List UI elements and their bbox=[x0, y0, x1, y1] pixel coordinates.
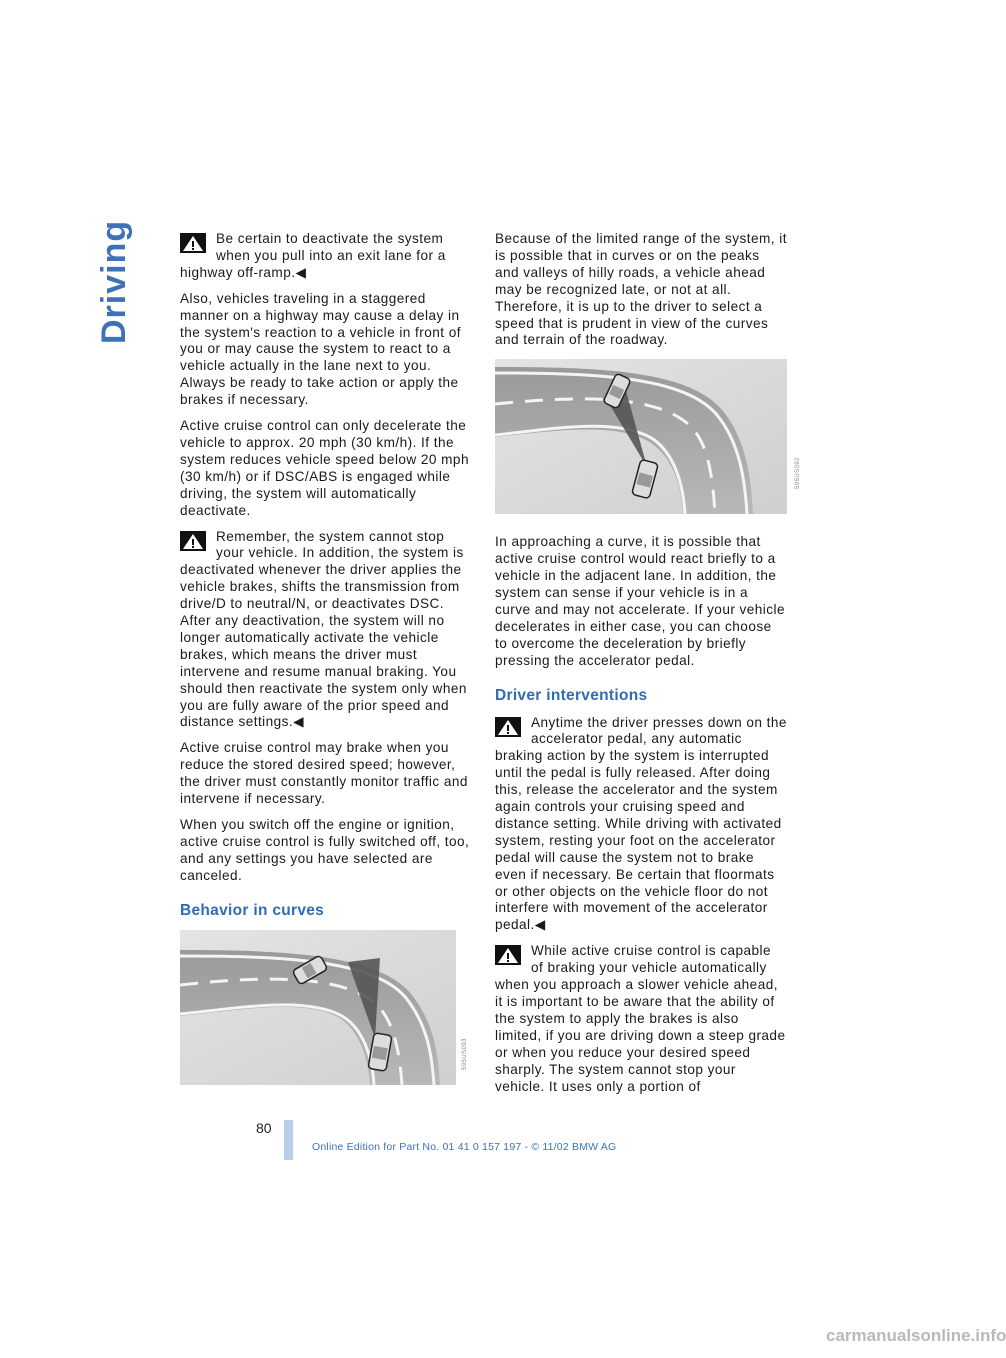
warning-triangle-icon bbox=[180, 233, 206, 253]
curve-illustration-left bbox=[180, 930, 472, 1085]
left-column bbox=[180, 231, 472, 1099]
watermark: carmanualsonline.info bbox=[826, 1326, 1006, 1345]
warning-paragraph: Be certain to deactivate the system when you pull into an exit lane for a highway off-ramp.◀ bbox=[180, 231, 446, 280]
figure-code: 595US092 bbox=[795, 457, 801, 490]
body-paragraph: Because of the limited range of the system, it is possible that in curves or on the peaks and valleys of hilly roads, a vehicle ahead may be recognized late, or not at all. Therefore, it is up to the driver to select a speed that is prudent in view of the curves and terrain of the roadway. bbox=[495, 231, 787, 348]
warning-triangle-icon bbox=[180, 531, 206, 551]
curve-illustration-right bbox=[495, 359, 801, 514]
warning-triangle-icon bbox=[495, 717, 521, 737]
section-side-title: Driving bbox=[95, 219, 133, 344]
section-heading: Behavior in curves bbox=[180, 901, 325, 919]
footer-accent-bar bbox=[284, 1120, 293, 1160]
figure-code: 595US093 bbox=[462, 1037, 468, 1070]
warning-triangle-icon bbox=[495, 945, 521, 965]
warning-paragraph: Remember, the system cannot stop your vehicle. In addition, the system is deactivated whenever the driver applies the vehicle brakes, shifts the transmission from drive/D to neutral/N, or deactivates DSC. After any deactivation, the system will no longer automatically activate the vehicle brakes, which means the driver must intervene and resume manual braking. You should then reactivate the system only when you are fully aware of the prior speed and distance settings.◀ bbox=[180, 528, 467, 730]
right-column bbox=[495, 231, 801, 1104]
body-paragraph: In approaching a curve, it is possible that active cruise control would react briefly to a vehicle in the adjacent lane. In addition, the system can sense if your vehicle is in a curve and may not accelerate. If your vehicle decelerates in either case, you can choose to overcome the deceleration by briefly pressing the accelerator pedal. bbox=[495, 534, 785, 668]
warning-paragraph: Anytime the driver presses down on the accelerator pedal, any automatic braking action by the system is interrupted until the pedal is fully released. After doing this, release the accelerator and the system again controls your cruising speed and distance setting. While driving with activated system, resting your foot on the accelerator pedal will cause the system not to brake even if necessary. Be certain that floormats or other objects on the vehicle floor do not interfere with movement of the accelerator pedal.◀ bbox=[495, 714, 787, 933]
body-paragraph: Active cruise control may brake when you reduce the stored desired speed; however, the driver must constantly monitor traffic and intervene if necessary. bbox=[180, 740, 468, 807]
page-number: 80 bbox=[256, 1120, 272, 1136]
body-paragraph: Active cruise control can only decelerate the vehicle to approx. 20 mph (30 km/h). If the system reduces vehicle speed below 20 mph (30 km/h) or if DSC/ABS is engaged while driving, the system will automatically deactivate. bbox=[180, 418, 469, 518]
body-paragraph: When you switch off the engine or ignition, active cruise control is fully switched off, too, and any settings you have selected are canceled. bbox=[180, 817, 470, 883]
footer-text: Online Edition for Part No. 01 41 0 157 197 - © 11/02 BMW AG bbox=[312, 1141, 617, 1153]
section-heading: Driver interventions bbox=[495, 686, 648, 704]
body-paragraph: Also, vehicles traveling in a staggered manner on a highway may cause a delay in the system's reaction to a vehicle in front of you or may cause the system to react to a vehicle actually in the lane next to you. Always be ready to take action or apply the brakes if necessary. bbox=[180, 290, 461, 408]
warning-paragraph: While active cruise control is capable of braking your vehicle automatically when you approach a slower vehicle ahead, it is important to be aware that the ability of the system to apply the brakes is also limited, if you are driving down a steep grade or when you reduce your desired speed sharply. The system cannot stop your vehicle. It uses only a portion of bbox=[495, 943, 786, 1094]
